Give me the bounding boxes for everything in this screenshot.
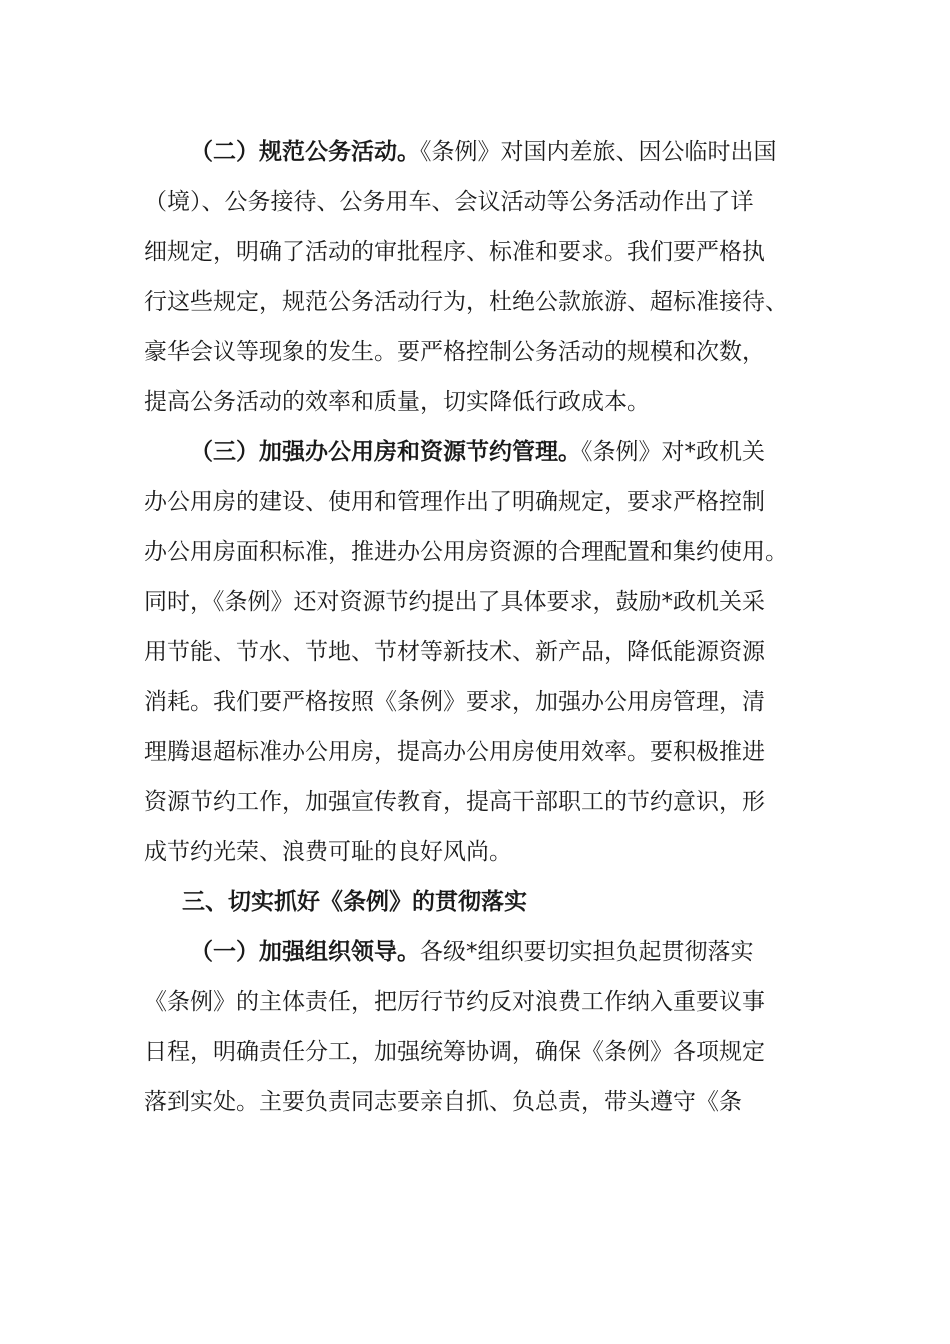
paragraph-first-line: [144, 427, 824, 477]
paragraph-line: 落到实处。主要负责同志要亲自抓、负总责，带头遵守《条: [144, 1089, 742, 1115]
paragraph-line: 细规定，明确了活动的审批程序、标准和要求。我们要严格执: [144, 239, 765, 265]
paragraph-line: （境）、公务接待、公务用车、会议活动等公务活动作出了详: [144, 189, 754, 215]
paragraph-line: 行这些规定，规范公务活动行为，杜绝公款旅游、超标准接待、: [144, 289, 788, 315]
paragraph-text: 各级*组织要切实担负起贯彻落实: [420, 939, 754, 965]
paragraph-line: 日程，明确责任分工，加强统筹协调，确保《条例》各项规定: [144, 1039, 765, 1065]
document-body: [144, 127, 824, 1127]
paragraph-line: 资源节约工作，加强宣传教育，提高干部职工的节约意识，形: [144, 789, 765, 815]
paragraph-text: 《条例》对国内差旅、因公临时出国: [420, 139, 777, 165]
paragraph-line: 成节约光荣、浪费可耻的良好风尚。: [144, 839, 512, 865]
paragraph-text: 《条例》对*政机关: [581, 439, 765, 465]
paragraph-line: 同时，《条例》还对资源节约提出了具体要求，鼓励*政机关采: [144, 589, 765, 615]
paragraph-first-line: [144, 927, 824, 977]
paragraph-line: 消耗。我们要严格按照《条例》要求，加强办公用房管理，清: [144, 689, 765, 715]
paragraph-line: 豪华会议等现象的发生。要严格控制公务活动的规模和次数，: [144, 339, 765, 365]
section-heading: （二）规范公务活动。: [190, 139, 420, 165]
paragraph-first-line: [144, 127, 824, 177]
paragraph-line: 用节能、节水、节地、节材等新技术、新产品，降低能源资源: [144, 639, 765, 665]
paragraph-line: 《条例》的主体责任，把厉行节约反对浪费工作纳入重要议事: [144, 989, 765, 1015]
section-heading: （一）加强组织领导。: [190, 939, 420, 965]
paragraph-line: 提高公务活动的效率和质量，切实降低行政成本。: [144, 389, 650, 415]
paragraph-line: 办公用房面积标准，推进办公用房资源的合理配置和集约使用。: [144, 539, 788, 565]
chapter-heading: 三、切实抓好《条例》的贯彻落实: [182, 889, 527, 915]
section-heading: （三）加强办公用房和资源节约管理。: [190, 439, 581, 465]
paragraph-line: 办公用房的建设、使用和管理作出了明确规定，要求严格控制: [144, 489, 765, 515]
paragraph-line: 理腾退超标准办公用房，提高办公用房使用效率。要积极推进: [144, 739, 765, 765]
